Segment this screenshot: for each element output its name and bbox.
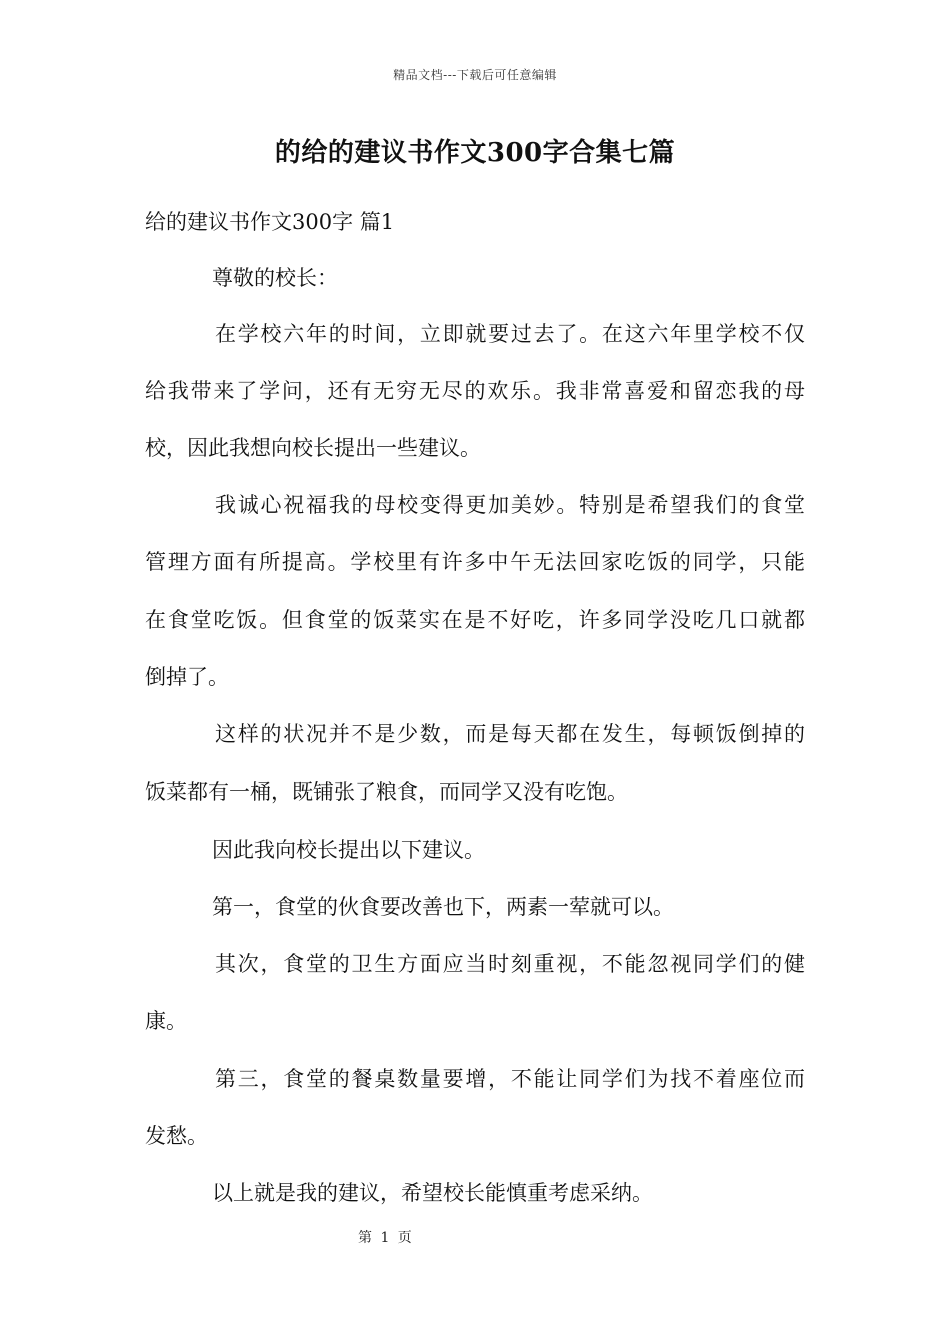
paragraph-line: 给我带来了学问，还有无穷无尽的欢乐。我非常喜爱和留恋我的母 <box>145 379 805 403</box>
paragraph-line: 管理方面有所提高。学校里有许多中午无法回家吃饭的同学，只能 <box>145 550 805 574</box>
paragraph-line: 康。 <box>145 1009 187 1033</box>
paragraph-line: 在食堂吃饭。但食堂的饭菜实在是不好吃，许多同学没吃几口就都 <box>145 608 805 632</box>
salutation: 尊敬的校长： <box>212 266 338 290</box>
paragraph-line: 倒掉了。 <box>145 665 229 689</box>
page-number: 第 1 页 <box>358 1230 412 1246</box>
paragraph-line: 在学校六年的时间，立即就要过去了。在这六年里学校不仅 <box>215 322 805 346</box>
paragraph-line: 发愁。 <box>145 1124 208 1148</box>
document-title: 的给的建议书作文300字合集七篇 <box>274 138 676 168</box>
paragraph-line: 饭菜都有一桶，既铺张了粮食，而同学又没有吃饱。 <box>145 780 628 804</box>
paragraph-line: 第一，食堂的伙食要改善也下，两素一荤就可以。 <box>212 895 674 919</box>
paragraph-line: 因此我向校长提出以下建议。 <box>212 838 485 862</box>
section-heading: 给的建议书作文300字 篇1 <box>145 210 395 234</box>
paragraph-line: 这样的状况并不是少数，而是每天都在发生，每顿饭倒掉的 <box>215 722 805 746</box>
paragraph-line: 校，因此我想向校长提出一些建议。 <box>145 436 481 460</box>
paragraph-line: 第三，食堂的餐桌数量要增，不能让同学们为找不着座位而 <box>215 1067 805 1091</box>
page-header: 精品文档---下载后可任意编辑 <box>393 68 557 82</box>
paragraph-line: 以上就是我的建议，希望校长能慎重考虑采纳。 <box>212 1181 653 1205</box>
paragraph-line: 其次，食堂的卫生方面应当时刻重视，不能忽视同学们的健 <box>215 952 805 976</box>
paragraph-line: 我诚心祝福我的母校变得更加美妙。特别是希望我们的食堂 <box>215 493 805 517</box>
